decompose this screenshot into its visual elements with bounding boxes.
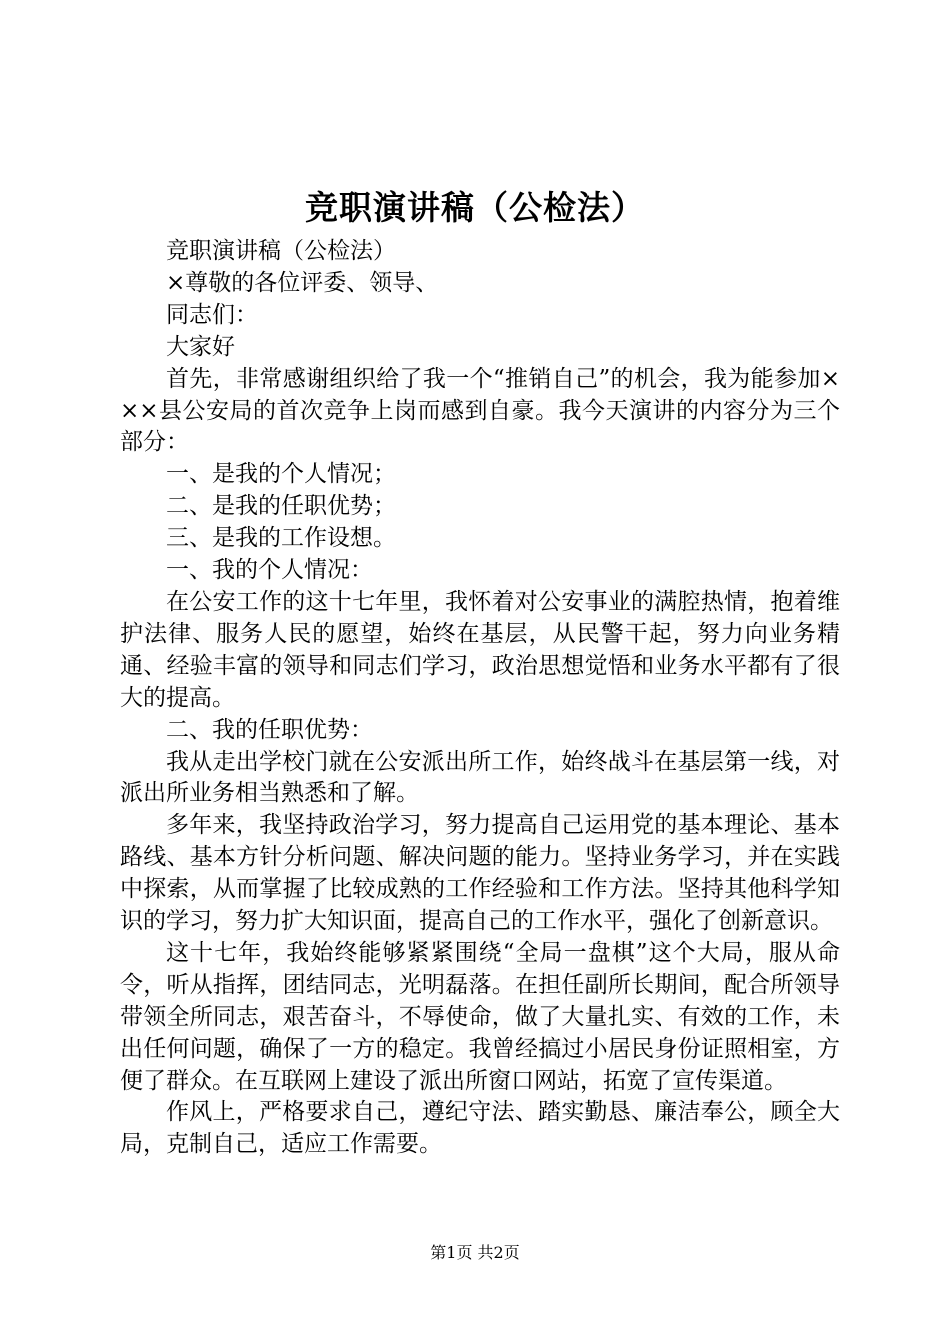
document-body: [120, 236, 840, 1161]
paragraph: 竞职演讲稿（公检法）: [166, 238, 396, 264]
paragraph: 多年来，我坚持政治学习，努力提高自己运用党的基本理论、基本路线、基本方针分析问题、解决问题的能力。坚持业务学习，并在实践中探索，从而掌握了比较成熟的工作经验和工作方法。坚持其他科学知识的学习，努力扩大知识面，提高自己的工作水平，强化了创新意识。: [120, 812, 840, 935]
paragraph: 在公安工作的这十七年里，我怀着对公安事业的满腔热情，抱着维护法律、服务人民的愿望，始终在基层，从民警干起，努力向业务精通、经验丰富的领导和同志们学习，政治思想觉悟和业务水平都有了很大的提高。: [120, 588, 840, 711]
paragraph: 作风上，严格要求自己，遵纪守法、踏实勤恳、廉洁奉公，顾全大局，克制自己，适应工作需要。: [120, 1099, 840, 1158]
paragraph: 大家好: [166, 333, 235, 360]
paragraph: 一、我的个人情况：: [166, 557, 373, 584]
paragraph: 同志们：: [166, 301, 258, 328]
paragraph: ×尊敬的各位评委、领导、: [166, 269, 439, 296]
document-title: 竞职演讲稿（公检法）: [305, 188, 645, 227]
paragraph: 一、是我的个人情况；: [166, 461, 396, 488]
paragraph: 三、是我的工作设想。: [166, 525, 396, 552]
paragraph: 首先，非常感谢组织给了我一个“推销自己”的机会，我为能参加×××县公安局的首次竞争上岗而感到自豪。我今天演讲的内容分为三个部分：: [120, 365, 840, 456]
paragraph: 这十七年，我始终能够紧紧围绕“全局一盘棋”这个大局，服从命令，听从指挥，团结同志，光明磊落。在担任副所长期间，配合所领导带领全所同志，艰苦奋斗，不辱使命，做了大量扎实、有效的工作，未出任何问题，确保了一方的稳定。我曾经搞过小居民身份证照相室，方便了群众。在互联网上建设了派出所窗口网站，拓宽了宣传渠道。: [120, 939, 840, 1094]
paragraph: 我从走出学校门就在公安派出所工作，始终战斗在基层第一线，对派出所业务相当熟悉和了解。: [120, 748, 840, 807]
paragraph: 二、是我的任职优势；: [166, 493, 396, 520]
page-footer: 第1页 共2页: [430, 1243, 520, 1262]
paragraph: 二、我的任职优势：: [166, 716, 373, 743]
